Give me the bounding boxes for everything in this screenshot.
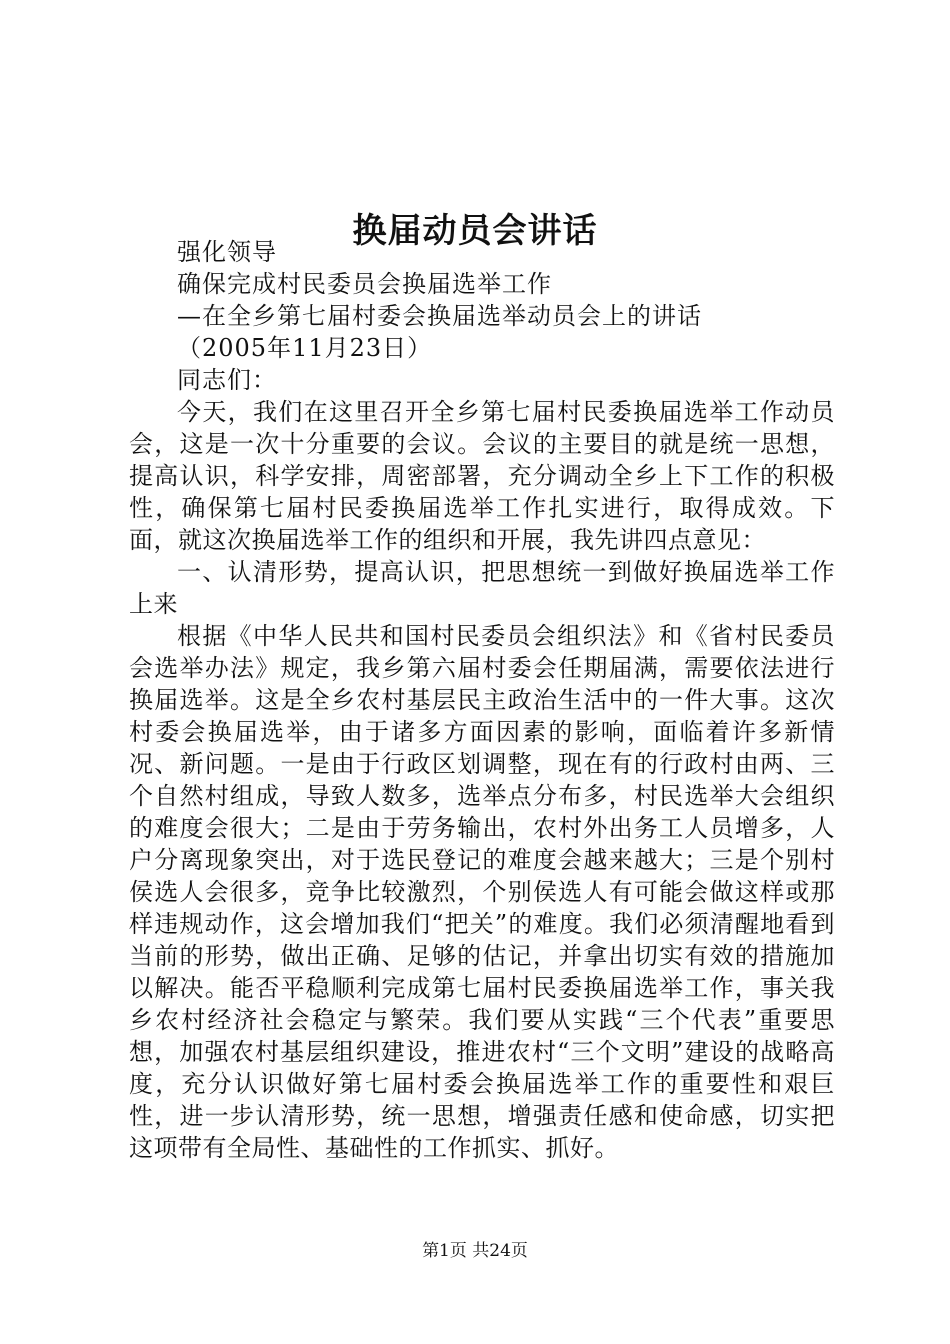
salutation: 同志们： — [177, 366, 277, 394]
speech-date: （2005年11月23日） — [177, 334, 433, 362]
page-number-footer: 第1页 共24页 — [422, 1241, 528, 1261]
speech-occasion-line: —在全乡第七届村委会换届选举动员会上的讲话 — [177, 302, 702, 330]
paragraph-opening: 今天，我们在这里召开全乡第七届村民委换届选举工作动员会，这是一次十分重要的会议。会议的主要目的就是统一思想，提高认识，科学安排，周密部署，充分调动全乡上下工作的积极性，确保第七届村民委换届选举工作扎实进行，取得成效。下面，就这次换届选举工作的组织和开展，我先讲四点意见： — [129, 398, 835, 554]
document-title: 换届动员会讲话 — [352, 210, 598, 251]
subtitle-line-2: 确保完成村民委员会换届选举工作 — [177, 270, 552, 298]
section-heading-1: 一、认清形势，提高认识，把思想统一到做好换届选举工作上来 — [129, 558, 835, 618]
paragraph-section-1: 根据《中华人民共和国村民委员会组织法》和《省村民委员会选举办法》规定，我乡第六届村委会任期届满，需要依法进行换届选举。这是全乡农村基层民主政治生活中的一件大事。这次村委会换届选举，由于诸多方面因素的影响，面临着许多新情况、新问题。一是由于行政区划调整，现在有的行政村由两、三个自然村组成，导致人数多，选举点分布多，村民选举大会组织的难度会很大；二是由于劳务输出，农村外出务工人员增多，人户分离现象突出，对于选民登记的难度会越来越大；三是个别村侯选人会很多，竞争比较激烈，个别侯选人有可能会做这样或那样违规动作，这会增加我们“把关”的难度。我们必须清醒地看到当前的形势，做出正确、足够的估记，并拿出切实有效的措施加以解决。能否平稳顺利完成第七届村民委换届选举工作，事关我乡农村经济社会稳定与繁荣。我们要从实践“三个代表”重要思想，加强农村基层组织建设，推进农村“三个文明”建设的战略高度，充分认识做好第七届村委会换届选举工作的重要性和艰巨性，进一步认清形势，统一思想，增强责任感和使命感，切实把这项带有全局性、基础性的工作抓实、抓好。 — [129, 622, 835, 1162]
document-body — [129, 236, 835, 1164]
subtitle-line-1: 强化领导 — [177, 238, 277, 266]
